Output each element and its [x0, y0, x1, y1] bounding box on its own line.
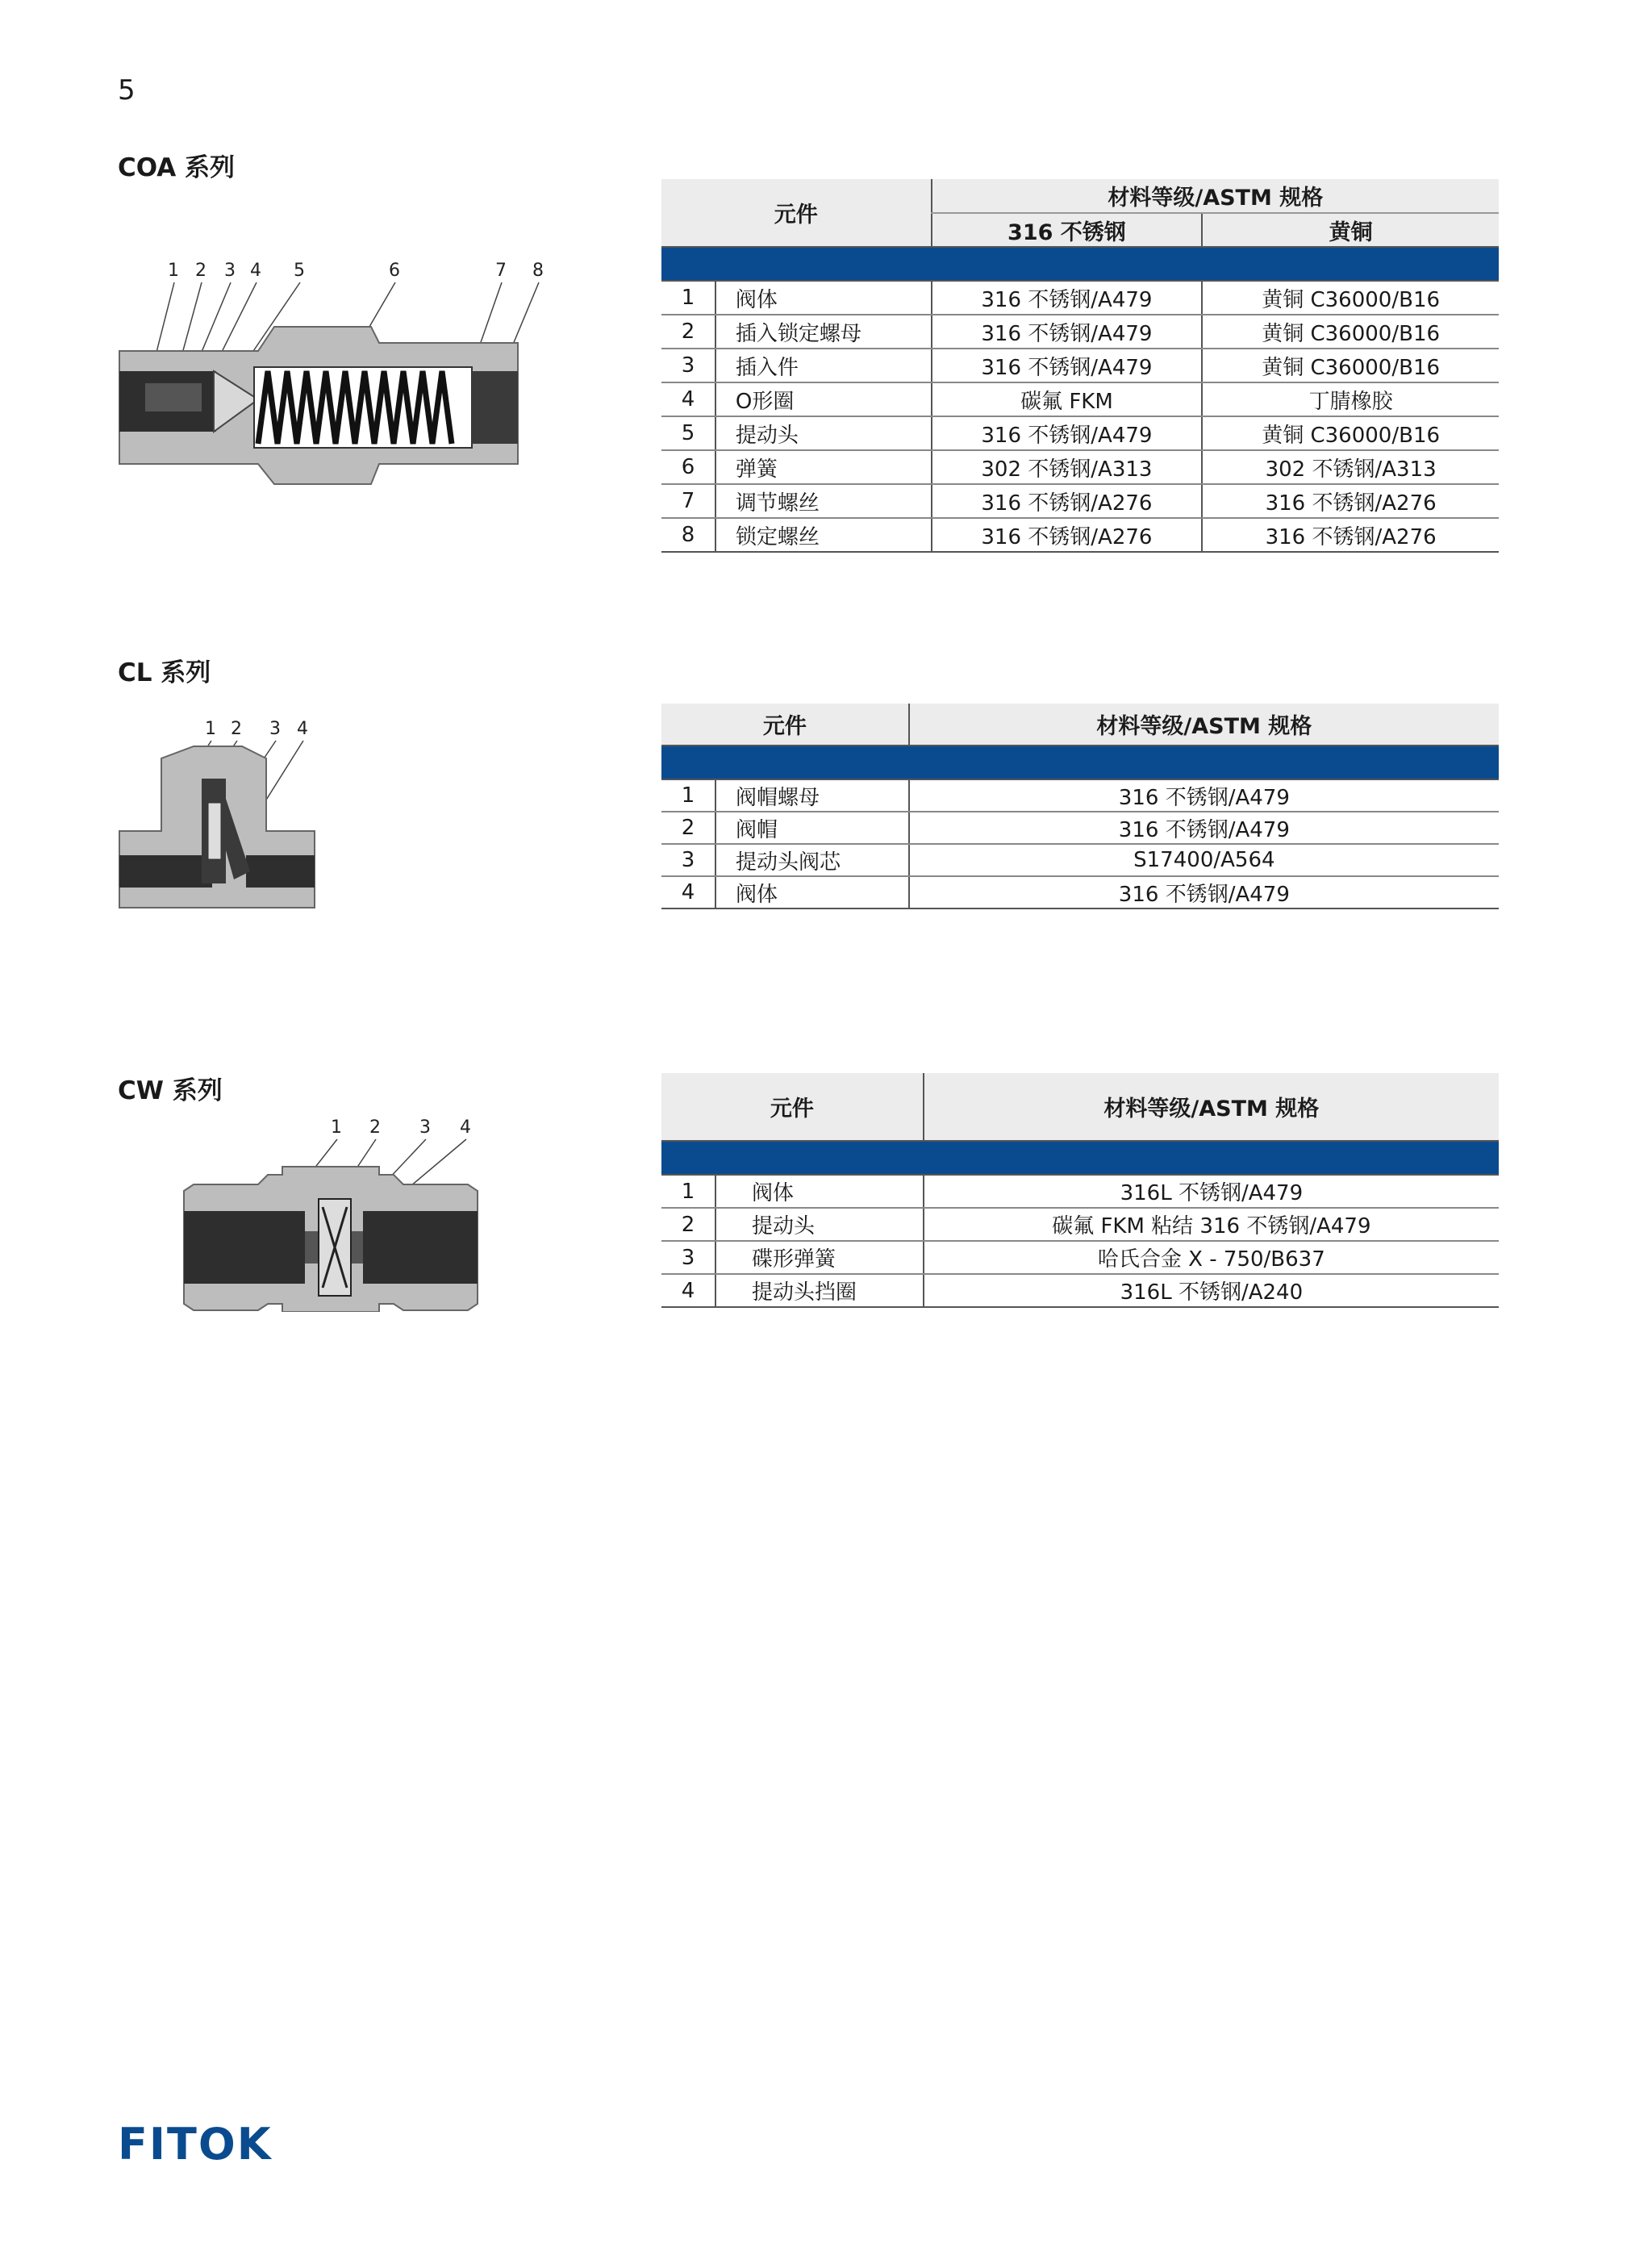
part-name: 弹簧 [715, 450, 932, 484]
coa-header-stainless: 316 不锈钢 [932, 213, 1203, 247]
table-row [661, 1241, 1499, 1274]
coa-callout-3: 3 [224, 261, 236, 281]
row-number: 3 [661, 844, 715, 876]
table-row [661, 779, 1499, 812]
row-number: 4 [661, 1274, 715, 1307]
material-spec: 316 不锈钢/A479 [909, 779, 1499, 812]
material-spec: 316 不锈钢/A479 [932, 315, 1203, 349]
material-spec: 316L 不锈钢/A240 [924, 1274, 1499, 1307]
coa-callout-4: 4 [250, 261, 261, 281]
cl-cross-section-diagram [113, 710, 347, 920]
table-row [661, 416, 1499, 450]
material-spec: 316 不锈钢/A479 [932, 281, 1203, 315]
row-number: 4 [661, 382, 715, 416]
coa-header-material: 材料等级/ASTM 规格 [932, 179, 1499, 213]
cl-header-part: 元件 [661, 704, 909, 746]
row-number: 3 [661, 1241, 715, 1274]
coa-materials-table [661, 179, 1499, 553]
part-name: 阀体 [715, 281, 932, 315]
cw-cross-section-diagram [177, 1110, 500, 1312]
row-number: 1 [661, 779, 715, 812]
coa-callout-5: 5 [294, 261, 305, 281]
material-spec: 316L 不锈钢/A479 [924, 1175, 1499, 1208]
material-spec: 316 不锈钢/A276 [1202, 518, 1499, 552]
row-number: 2 [661, 315, 715, 349]
material-spec: 316 不锈钢/A479 [932, 416, 1203, 450]
table-row [661, 876, 1499, 908]
part-name: 阀体 [715, 876, 909, 908]
coa-series-title: COA 系列 [118, 153, 236, 182]
material-spec: 302 不锈钢/A313 [1202, 450, 1499, 484]
row-number: 2 [661, 812, 715, 844]
table-row [661, 1208, 1499, 1241]
row-number: 8 [661, 518, 715, 552]
material-spec: 黄铜 C36000/B16 [1202, 349, 1499, 382]
coa-callout-1: 1 [168, 261, 179, 281]
cl-series-title: CL 系列 [118, 658, 211, 687]
row-number: 4 [661, 876, 715, 908]
part-name: 插入锁定螺母 [715, 315, 932, 349]
cl-callout-3: 3 [269, 719, 281, 739]
material-spec: 302 不锈钢/A313 [932, 450, 1203, 484]
row-number: 1 [661, 1175, 715, 1208]
cw-materials-table [661, 1073, 1499, 1308]
cl-header-material: 材料等级/ASTM 规格 [909, 704, 1499, 746]
table-row [661, 844, 1499, 876]
row-number: 5 [661, 416, 715, 450]
table-row [661, 281, 1499, 315]
row-number: 7 [661, 484, 715, 518]
material-spec: 黄铜 C36000/B16 [1202, 416, 1499, 450]
cl-callout-4: 4 [297, 719, 308, 739]
part-name: 阀帽螺母 [715, 779, 909, 812]
cl-callout-2: 2 [231, 719, 242, 739]
material-spec: 316 不锈钢/A479 [932, 349, 1203, 382]
material-spec: 316 不锈钢/A479 [909, 812, 1499, 844]
cw-header-part: 元件 [661, 1073, 924, 1141]
row-number: 1 [661, 281, 715, 315]
cl-table-header-bar [661, 746, 1499, 779]
material-spec: 316 不锈钢/A276 [932, 484, 1203, 518]
cw-callout-2: 2 [369, 1117, 381, 1138]
material-spec: 316 不锈钢/A276 [1202, 484, 1499, 518]
table-row [661, 1274, 1499, 1307]
coa-callout-8: 8 [532, 261, 544, 281]
row-number: 6 [661, 450, 715, 484]
table-row [661, 450, 1499, 484]
cw-series-title: CW 系列 [118, 1076, 223, 1105]
part-name: 提动头 [715, 1208, 924, 1241]
part-name: 碟形弹簧 [715, 1241, 924, 1274]
table-row [661, 382, 1499, 416]
part-name: 插入件 [715, 349, 932, 382]
coa-table-header-bar [661, 247, 1499, 281]
table-row [661, 518, 1499, 552]
material-spec: 碳氟 FKM [932, 382, 1203, 416]
coa-callout-6: 6 [389, 261, 400, 281]
material-spec: 碳氟 FKM 粘结 316 不锈钢/A479 [924, 1208, 1499, 1241]
material-spec: 316 不锈钢/A479 [909, 876, 1499, 908]
table-row [661, 349, 1499, 382]
fitok-logo: FITOK [118, 2119, 273, 2170]
part-name: 提动头 [715, 416, 932, 450]
part-name: 调节螺丝 [715, 484, 932, 518]
coa-callout-7: 7 [495, 261, 507, 281]
coa-callout-2: 2 [195, 261, 206, 281]
part-name: 提动头挡圈 [715, 1274, 924, 1307]
material-spec: 黄铜 C36000/B16 [1202, 281, 1499, 315]
row-number: 2 [661, 1208, 715, 1241]
material-spec: 哈氏合金 X - 750/B637 [924, 1241, 1499, 1274]
coa-header-part: 元件 [661, 179, 932, 247]
cw-callout-4: 4 [460, 1117, 471, 1138]
coa-header-brass: 黄铜 [1202, 213, 1499, 247]
part-name: 阀体 [715, 1175, 924, 1208]
table-row [661, 812, 1499, 844]
table-row [661, 315, 1499, 349]
part-name: 阀帽 [715, 812, 909, 844]
coa-cross-section-diagram [113, 250, 565, 492]
material-spec: 316 不锈钢/A276 [932, 518, 1203, 552]
material-spec: 丁腈橡胶 [1202, 382, 1499, 416]
table-row [661, 484, 1499, 518]
part-name: 锁定螺丝 [715, 518, 932, 552]
part-name: O形圈 [715, 382, 932, 416]
cw-callout-3: 3 [419, 1117, 431, 1138]
row-number: 3 [661, 349, 715, 382]
cw-header-material: 材料等级/ASTM 规格 [924, 1073, 1499, 1141]
cl-callout-1: 1 [205, 719, 216, 739]
cl-materials-table [661, 704, 1499, 909]
cw-callout-1: 1 [331, 1117, 342, 1138]
table-row [661, 1175, 1499, 1208]
page-number: 5 [118, 74, 136, 107]
cw-table-header-bar [661, 1141, 1499, 1175]
material-spec: 黄铜 C36000/B16 [1202, 315, 1499, 349]
material-spec: S17400/A564 [909, 844, 1499, 876]
part-name: 提动头阀芯 [715, 844, 909, 876]
